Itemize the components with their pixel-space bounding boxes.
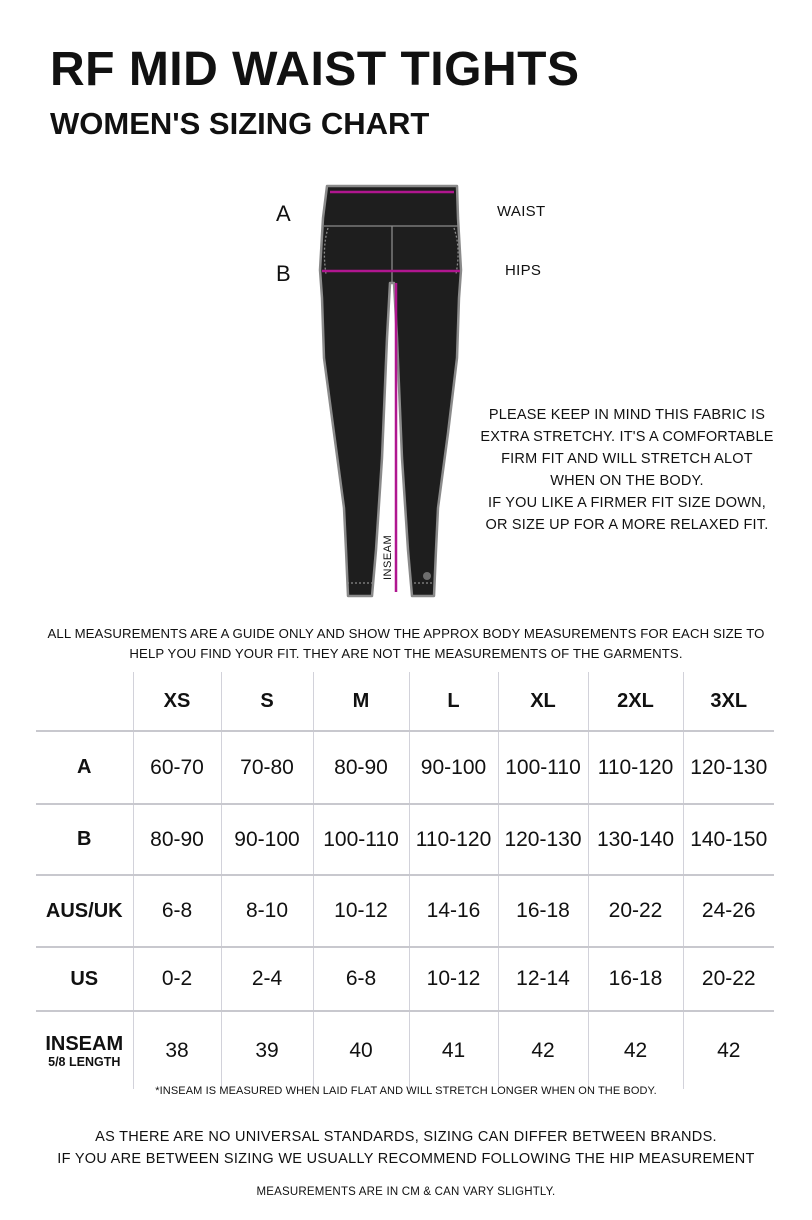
tights-silhouette (320, 186, 461, 596)
row-label: A (77, 756, 92, 778)
table-cell: 110-120 (409, 804, 498, 875)
table-cell: 42 (588, 1011, 683, 1089)
hips-label: HIPS (505, 262, 542, 279)
fabric-note-line: OR SIZE UP FOR A MORE RELAXED FIT. (485, 517, 769, 533)
table-cell: 80-90 (133, 804, 221, 875)
table-cell: 10-12 (409, 947, 498, 1011)
units-note: MEASUREMENTS ARE IN CM & CAN VARY SLIGHTLY. (256, 1186, 556, 1198)
size-header: 3XL (683, 672, 774, 731)
row-label: AUS/UK (45, 899, 123, 922)
table-row (36, 1011, 774, 1089)
table-cell: 0-2 (133, 947, 221, 1011)
table-row (36, 804, 774, 875)
fabric-note (478, 404, 776, 536)
size-chart-table (36, 672, 774, 1089)
inseam-row-sublabel: 5/8 LENGTH (48, 1055, 121, 1069)
table-row (36, 947, 774, 1011)
guide-note-line: ALL MEASUREMENTS ARE A GUIDE ONLY AND SHOW THE APPROX BODY MEASUREMENTS FOR EACH SIZE TO (47, 626, 765, 641)
table-cell: 12-14 (498, 947, 588, 1011)
table-row (36, 731, 774, 804)
page-title: RF MID WAIST TIGHTS (50, 43, 580, 96)
table-cell: 40 (313, 1011, 409, 1089)
advice-line: AS THERE ARE NO UNIVERSAL STANDARDS, SIZING CAN DIFFER BETWEEN BRANDS. (95, 1129, 717, 1145)
size-header: XS (133, 672, 221, 731)
table-row (36, 875, 774, 947)
row-label: B (77, 828, 92, 850)
table-cell: 24-26 (683, 875, 774, 947)
size-header: M (313, 672, 409, 731)
inseam-label: INSEAM (382, 534, 394, 580)
waist-label: WAIST (497, 203, 546, 220)
table-cell: 100-110 (313, 804, 409, 875)
fabric-note-line: EXTRA STRETCHY. IT'S A COMFORTABLE (480, 429, 774, 445)
table-cell: 42 (498, 1011, 588, 1089)
table-cell: 8-10 (221, 875, 313, 947)
tights-illustration (300, 178, 485, 603)
guide-note-line: HELP YOU FIND YOUR FIT. THEY ARE NOT THE MEASUREMENTS OF THE GARMENTS. (129, 646, 683, 661)
table-cell: 90-100 (409, 731, 498, 804)
row-label (36, 1011, 133, 1089)
size-header-row (36, 672, 774, 731)
table-cell: 60-70 (133, 731, 221, 804)
inseam-row-label: INSEAM (45, 1033, 124, 1055)
table-cell: 90-100 (221, 804, 313, 875)
table-cell: 10-12 (313, 875, 409, 947)
size-header: S (221, 672, 313, 731)
table-cell: 120-130 (498, 804, 588, 875)
hips-letter: B (276, 261, 291, 286)
table-cell: 2-4 (221, 947, 313, 1011)
waist-letter: A (276, 201, 291, 226)
table-cell: 6-8 (133, 875, 221, 947)
size-header: L (409, 672, 498, 731)
table-cell: 130-140 (588, 804, 683, 875)
table-cell: 110-120 (588, 731, 683, 804)
table-cell: 38 (133, 1011, 221, 1089)
fabric-note-line: WHEN ON THE BODY. (550, 473, 704, 489)
table-cell: 100-110 (498, 731, 588, 804)
fabric-note-line: PLEASE KEEP IN MIND THIS FABRIC IS (488, 407, 766, 423)
sizing-advice-note (20, 1126, 792, 1170)
table-cell: 120-130 (683, 731, 774, 804)
table-cell: 20-22 (683, 947, 774, 1011)
table-cell: 14-16 (409, 875, 498, 947)
size-header: XL (498, 672, 588, 731)
size-header: 2XL (588, 672, 683, 731)
table-cell: 42 (683, 1011, 774, 1089)
table-cell: 41 (409, 1011, 498, 1089)
page-subtitle: WOMEN'S SIZING CHART (50, 106, 430, 141)
row-label: US (70, 967, 99, 990)
fabric-note-line: IF YOU LIKE A FIRMER FIT SIZE DOWN, (488, 495, 766, 511)
advice-line: IF YOU ARE BETWEEN SIZING WE USUALLY RECOMMEND FOLLOWING THE HIP MEASUREMENT (57, 1151, 755, 1167)
table-cell: 80-90 (313, 731, 409, 804)
table-cell: 39 (221, 1011, 313, 1089)
table-cell: 20-22 (588, 875, 683, 947)
corner-cell (36, 672, 133, 731)
table-cell: 70-80 (221, 731, 313, 804)
table-cell: 16-18 (588, 947, 683, 1011)
fabric-note-line: FIRM FIT AND WILL STRETCH ALOT (501, 451, 753, 467)
table-cell: 140-150 (683, 804, 774, 875)
logo-dot (423, 572, 431, 580)
inseam-footnote: *INSEAM IS MEASURED WHEN LAID FLAT AND WILL STRETCH LONGER WHEN ON THE BODY. (155, 1085, 657, 1097)
measurement-guide-note (30, 624, 782, 664)
table-cell: 6-8 (313, 947, 409, 1011)
table-cell: 16-18 (498, 875, 588, 947)
